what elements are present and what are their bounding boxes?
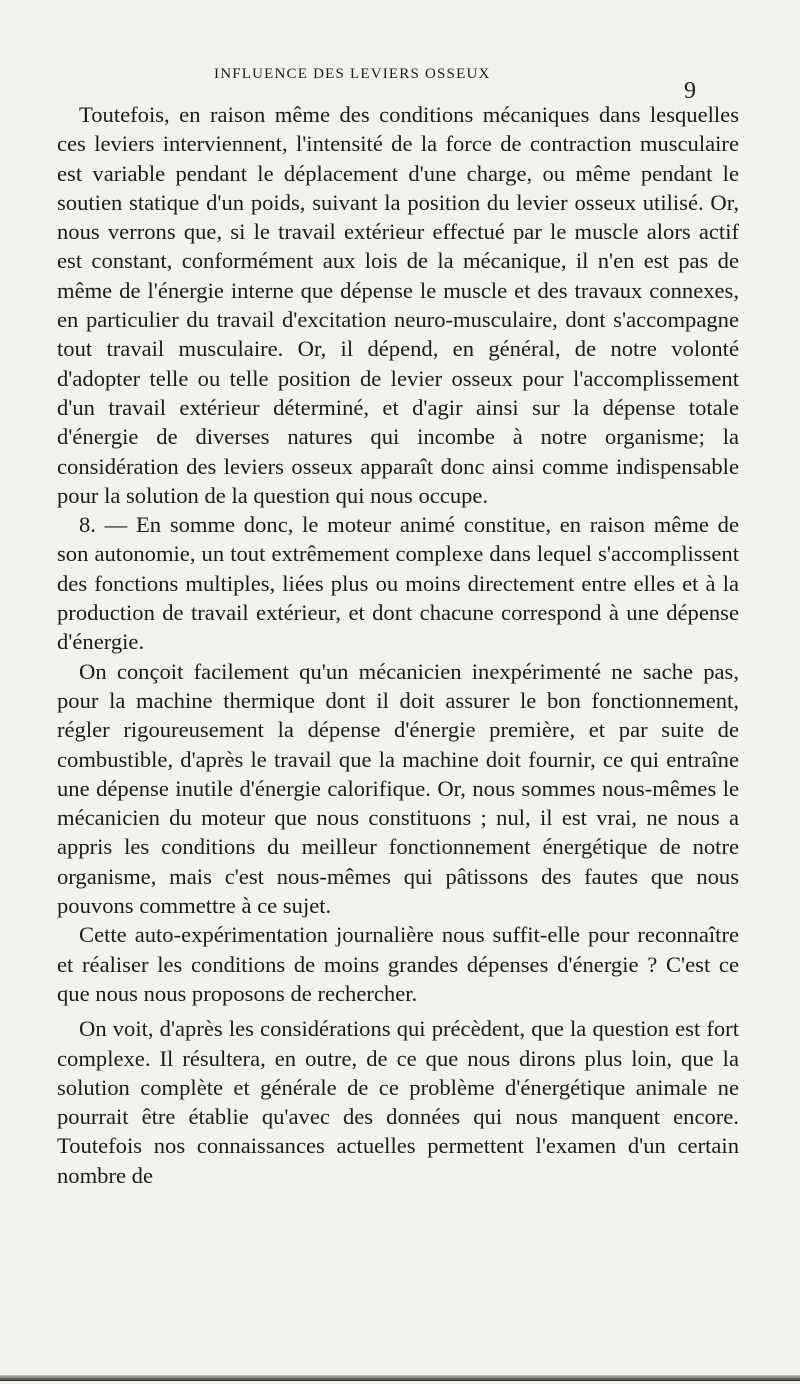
paragraph: Cette auto-expérimentation journalière nous suffit-elle pour reconnaître et réaliser les conditions de moins grandes dépenses d'énergie ? C'est ce que nous nous proposons de rechercher. bbox=[57, 922, 739, 1006]
paragraph: On voit, d'après les considérations qui précèdent, que la question est fort complexe. Il résultera, en outre, de ce que nous dirons plus loin, que la solution complète et générale de ce problème d'énergétique animale ne pourrait être établie qu'avec des données qui nous manquent encore. Toutefois nos connaissances actuelles permettent l'examen d'un certain nombre de bbox=[57, 1016, 739, 1188]
paragraph: Toutefois, en raison même des conditions mécaniques dans lesquelles ces leviers interviennent, l'intensité de la force de contraction musculaire est variable pendant le déplacement d'une charge, ou même pendant le soutien statique d'un poids, suivant la position du levier osseux utilisé. Or, nous verrons que, si le travail extérieur effectué par le muscle alors actif est constant, conformément aux lois de la mécanique, il n'en est pas de même de l'énergie interne que dépense le muscle et des travaux connexes, en particulier du travail d'excitation neuro-musculaire, dont s'accompagne tout travail musculaire. Or, il dépend, en général, de notre volonté d'adopter telle ou telle position de levier osseux pour l'accomplissement d'un travail extérieur déterminé, et d'agir ainsi sur la dépense totale d'énergie de diverses natures qui incombe à notre organisme; la considération des leviers osseux apparaît donc ainsi comme indispensable pour la solution de la question qui nous occupe. bbox=[57, 102, 739, 508]
running-title: INFLUENCE DES LEVIERS OSSEUX bbox=[214, 66, 491, 82]
paragraph: On conçoit facilement qu'un mécanicien inexpérimenté ne sache pas, pour la machine thermique dont il doit assurer le bon fonctionnement, régler rigoureusement la dépense d'énergie première, et par suite de combustible, d'après le travail que la machine doit fournir, ce qui entraîne une dépense inutile d'énergie calorifique. Or, nous sommes nous-mêmes le mécanicien du moteur que nous constituons ; nul, il est vrai, ne nous a appris les conditions du meilleur fonctionnement énergétique de notre organisme, mais c'est nous-mêmes qui pâtissons des fautes que nous pouvons commettre à ce sujet. bbox=[57, 658, 739, 919]
page-number: 9 bbox=[684, 78, 696, 104]
body-text bbox=[57, 100, 739, 1190]
scan-edge-divider bbox=[0, 1375, 800, 1381]
paragraph: 8. — En somme donc, le moteur animé constitue, en raison même de son autonomie, un tout extrêmement complexe dans lequel s'accomplissent des fonctions multiples, liées plus ou moins directement entre elles et à la production de travail extérieur, et dont chacune correspond à une dépense d'énergie. bbox=[57, 512, 739, 655]
page-header bbox=[0, 66, 800, 104]
